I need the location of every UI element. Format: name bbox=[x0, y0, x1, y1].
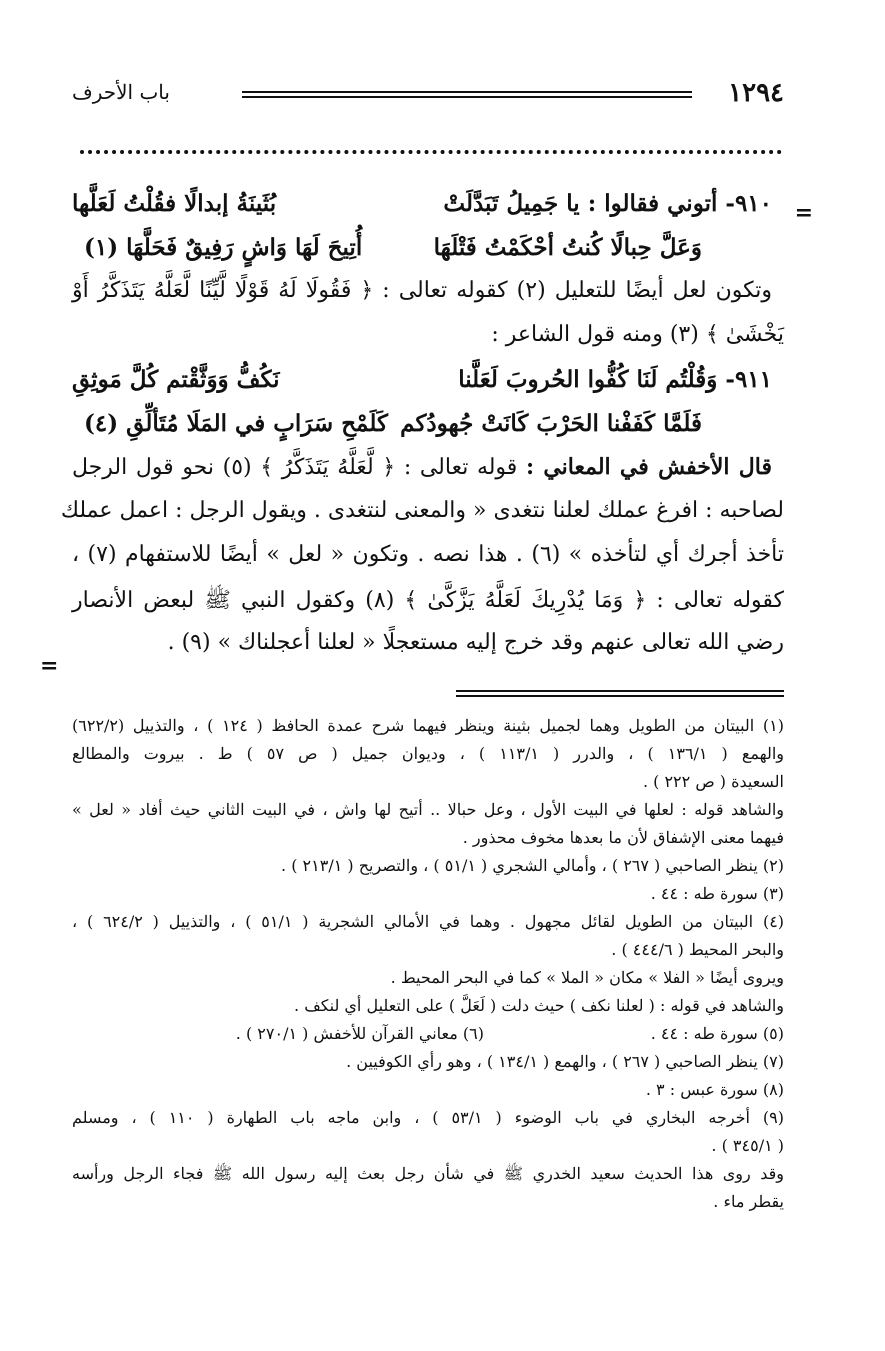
page-number: ١٢٩٤ bbox=[728, 78, 784, 108]
footnote-line: ويروى أيضًا « الفلا » مكان « الملا » كما في البحر المحيط . bbox=[390, 968, 784, 987]
verse-910-line-1 bbox=[72, 190, 784, 234]
prose-line: وتكون لعل أيضًا للتعليل (٢) كقوله تعالى : ﴿ فَقُولَا لَهُ قَوْلًا لَّيِّنًا لَّعَلَّهُ يَتَذَكَّرُ أَوْ bbox=[72, 278, 772, 303]
hemistich: بُثَينَةُ إبدالًا فقُلْتُ لَعَلَّها bbox=[72, 190, 277, 217]
hemistich: وَعَلَّ حِبالًا كُنتُ أحْكَمْتُ فَتْلَهَا bbox=[433, 234, 702, 261]
footnote-line: (٤) البيتان من الطويل لقائل مجهول . وهما في الأمالي الشجرية ( ٥١/١ ) ، والتذييل ( ٦٢٤/٢ ) ، bbox=[72, 912, 785, 931]
hemistich: كَلَمْحِ سَرَابٍ في المَلَا مُتَألِّقِ (٤) bbox=[84, 410, 388, 437]
footnote-6: (٦) معاني القرآن للأخفش ( ٢٧٠/١ ) . bbox=[235, 1024, 484, 1043]
verse-910-line-2 bbox=[72, 234, 784, 278]
verse-911-line-2 bbox=[72, 410, 784, 454]
prose-text: قوله تعالى : ﴿ لَّعَلَّهُ يَتَذَكَّرُ ﴾ (٥) نحو قول الرجل bbox=[72, 455, 526, 480]
footnote-line: وقد روى هذا الحديث سعيد الخدري ﷺ في شأن رجل بعث إليه رسول الله ﷺ فجاء الرجل ورأسه bbox=[72, 1164, 784, 1183]
margin-mark-bottom: = bbox=[40, 653, 59, 679]
prose-line: تأخذ أجرك أي لتأخذه » (٦) . هذا نصه . وتكون « لعل » أيضًا للاستفهام (٧) ، bbox=[72, 542, 784, 567]
prose-line: كقوله تعالى : ﴿ وَمَا يُدْرِيكَ لَعَلَّهُ يَزَّكَّىٰ ﴾ (٨) وكقول النبي ﷺ لبعض الأنصار bbox=[72, 588, 784, 613]
footnote-line: (١) البيتان من الطويل وهما لجميل بثينة وينظر فيهما شرح عمدة الحافظ ( ١٢٤ ) ، والتذييل (٦٢٢/٢) bbox=[72, 716, 784, 735]
footnote-line: السعيدة ( ص ٢٢٢ ) . bbox=[642, 772, 784, 791]
akhfash-label: قال الأخفش في المعاني : bbox=[525, 454, 772, 480]
hemistich: ٩١٠- أتوني فقالوا : يا جَمِيلُ تَبَدَّلَتْ bbox=[443, 190, 772, 217]
footnote-line: فيهما معنى الإشفاق لأن ما بعدها مخوف محذور . bbox=[462, 828, 784, 847]
footnote-line: والهمع ( ١٣٦/١ ) ، والدرر ( ١١٣/١ ) ، وديوان جميل ( ص ٥٧ ) ط . بيروت والمطالع bbox=[72, 744, 785, 763]
footnote-line: ( ٣٤٥/١ ) . bbox=[711, 1136, 784, 1155]
prose-line bbox=[72, 454, 784, 498]
footnote-line: (٨) سورة عبس : ٣ . bbox=[645, 1080, 784, 1099]
chapter-title: باب الأحرف bbox=[72, 80, 170, 104]
hemistich: فَلَمَّا كَفَفْنا الحَرْبَ كَانَتْ جُهودُكم bbox=[400, 410, 702, 437]
footnote-line bbox=[72, 1020, 784, 1048]
footnote-line: يقطر ماء . bbox=[713, 1192, 784, 1211]
verse-911-line-1 bbox=[72, 366, 784, 410]
hemistich: نَكُفُّ وَوَثَّقْتم كُلَّ مَوثِقِ bbox=[72, 366, 280, 393]
footnote-rule bbox=[456, 690, 784, 697]
footnote-line: والشاهد قوله : لعلها في البيت الأول ، وعل حبالا .. أتيح لها واش ، في البيت الثاني حيث أفاد « لعل » bbox=[72, 800, 785, 819]
prose-line: لصاحبه : افرغ عملك لعلنا نتغدى « والمعنى لنتغدى . ويقول الرجل : اعمل عملك bbox=[60, 498, 784, 523]
footnote-line: (٧) ينظر الصاحبي ( ٢٦٧ ) ، والهمع ( ١٣٤/١ ) ، وهو رأي الكوفيين . bbox=[346, 1052, 784, 1071]
footnote-line: (٩) أخرجه البخاري في باب الوضوء ( ٥٣/١ ) ، وابن ماجه باب الطهارة ( ١١٠ ) ، ومسلم bbox=[72, 1108, 785, 1127]
page-header bbox=[72, 78, 784, 108]
dotted-separator bbox=[80, 150, 782, 154]
footnote-5: (٥) سورة طه : ٤٤ . bbox=[650, 1024, 784, 1043]
footnotes bbox=[72, 712, 784, 1216]
footnote-line: (٢) ينظر الصاحبي ( ٢٦٧ ) ، وأمالي الشجري ( ٥١/١ ) ، والتصريح ( ٢١٣/١ ) . bbox=[281, 856, 784, 875]
footnote-line: (٣) سورة طه : ٤٤ . bbox=[650, 884, 784, 903]
prose-line: رضي الله تعالى عنهم وقد خرج إليه مستعجلًا « لعلنا أعجلناك » (٩) . bbox=[167, 630, 784, 655]
footnote-line: والشاهد في قوله : ( لعلنا نكف ) حيث دلت ( لَعَلَّ ) على التعليل أي لنكف . bbox=[294, 996, 784, 1015]
hemistich: أُتِيحَ لَهَا وَاشٍ رَفِيقٌ فَحَلَّهَا (١) bbox=[84, 234, 363, 261]
footnote-line: والبحر المحيط ( ٤٤٤/٦ ) . bbox=[611, 940, 784, 959]
header-rule bbox=[242, 91, 692, 98]
hemistich: ٩١١- وَقُلْتُم لَنَا كُفُّوا الحُروبَ لَعَلَّنا bbox=[458, 366, 772, 393]
prose-line: يَخْشَىٰ ﴾ (٣) ومنه قول الشاعر : bbox=[491, 322, 784, 347]
main-text bbox=[60, 190, 784, 674]
margin-mark-top: = bbox=[794, 200, 813, 226]
